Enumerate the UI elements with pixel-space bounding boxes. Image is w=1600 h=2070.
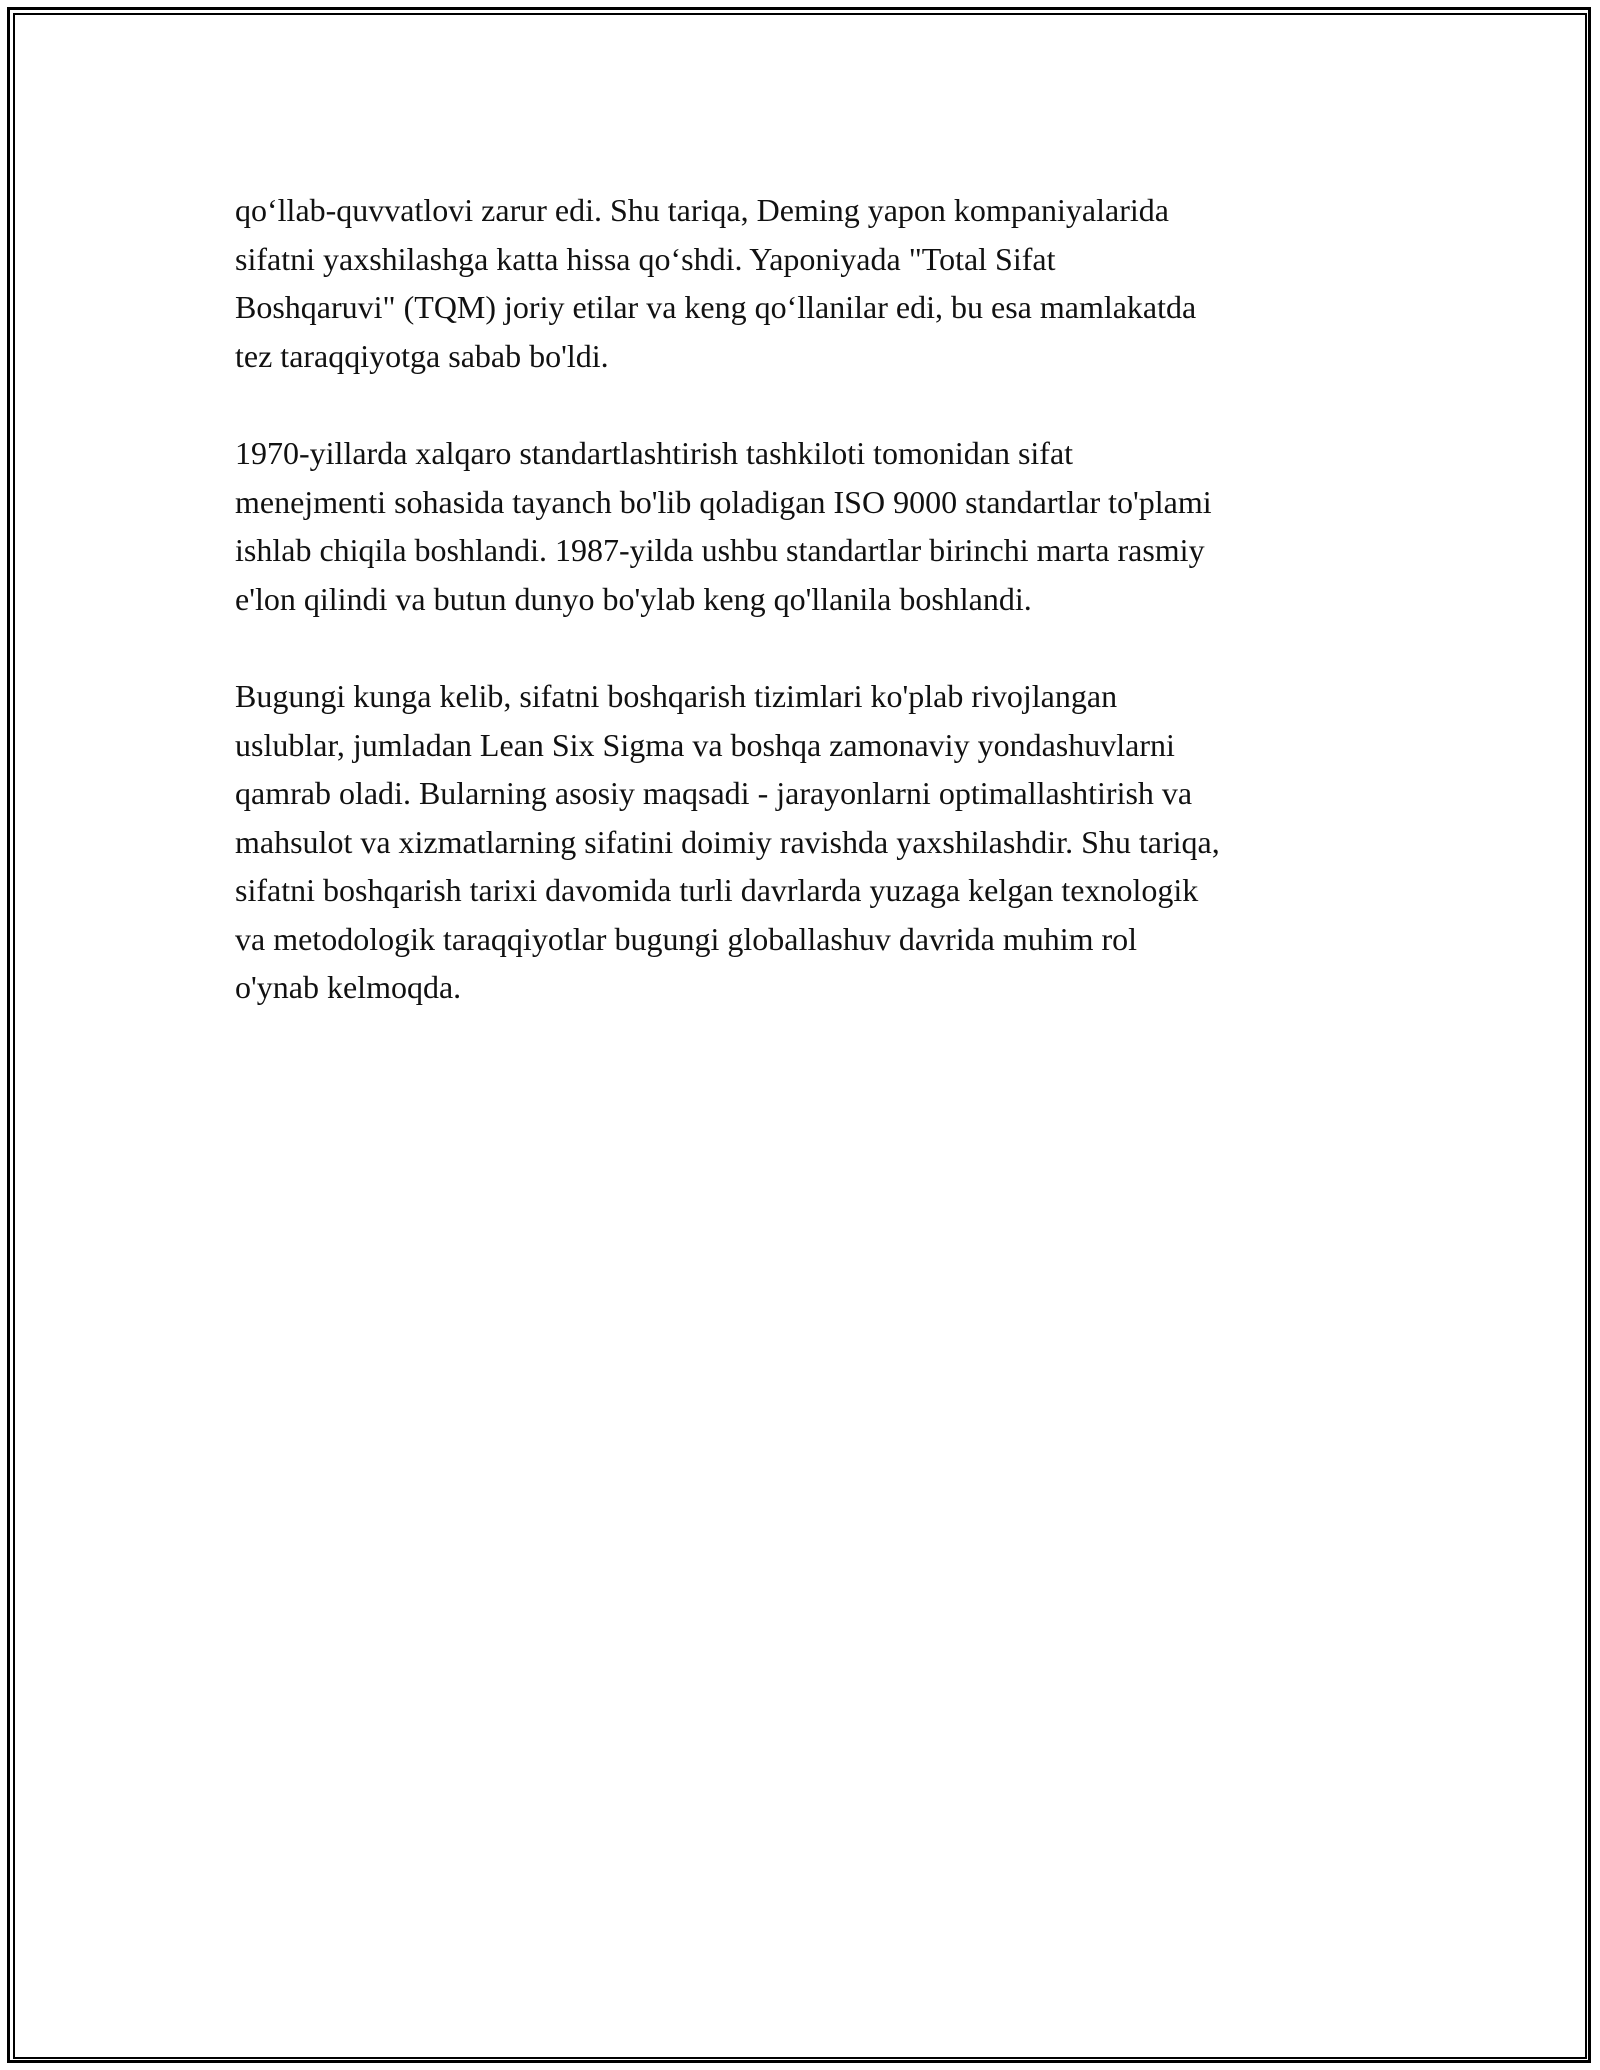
paragraph-tqm: qo‘llab-quvvatlovi zarur edi. Shu tariqa, Deming yapon kompaniyalarida sifatni yaxshilashga katta hissa qo‘shdi. Yaponiyada "Total Sifat Boshqaruvi" (TQM) joriy etilar va keng qo‘llanilar edi, bu esa mamlakatda tez taraqqiyotga sabab bo'ldi. — [235, 192, 1197, 374]
document-body — [235, 186, 1375, 1061]
paragraph-iso-9000: 1970-yillarda xalqaro standartlashtirish tashkiloti tomonidan sifat menejmenti sohasida tayanch bo'lib qoladigan ISO 9000 standartlar to'plami ishlab chiqila boshlandi. 1987-yilda ushbu standartlar birinchi marta rasmiy e'lon qilindi va butun dunyo bo'ylab keng qo'llanila boshlandi. — [235, 435, 1212, 617]
paragraph-modern-methods: Bugungi kunga kelib, sifatni boshqarish tizimlari ko'plab rivojlangan uslublar, jumladan Lean Six Sigma va boshqa zamonaviy yondashuvlarni qamrab oladi. Bularning asosiy maqsadi - jarayonlarni optimallashtirish va mahsulot va xizmatlarning sifatini doimiy ravishda yaxshilashdir. Shu tariqa, sifatni boshqarish tarixi davomida turli davrlarda yuzaga kelgan texnologik va metodologik taraqqiyotlar bugungi globallashuv davrida muhim rol o'ynab kelmoqda. — [235, 678, 1220, 1005]
